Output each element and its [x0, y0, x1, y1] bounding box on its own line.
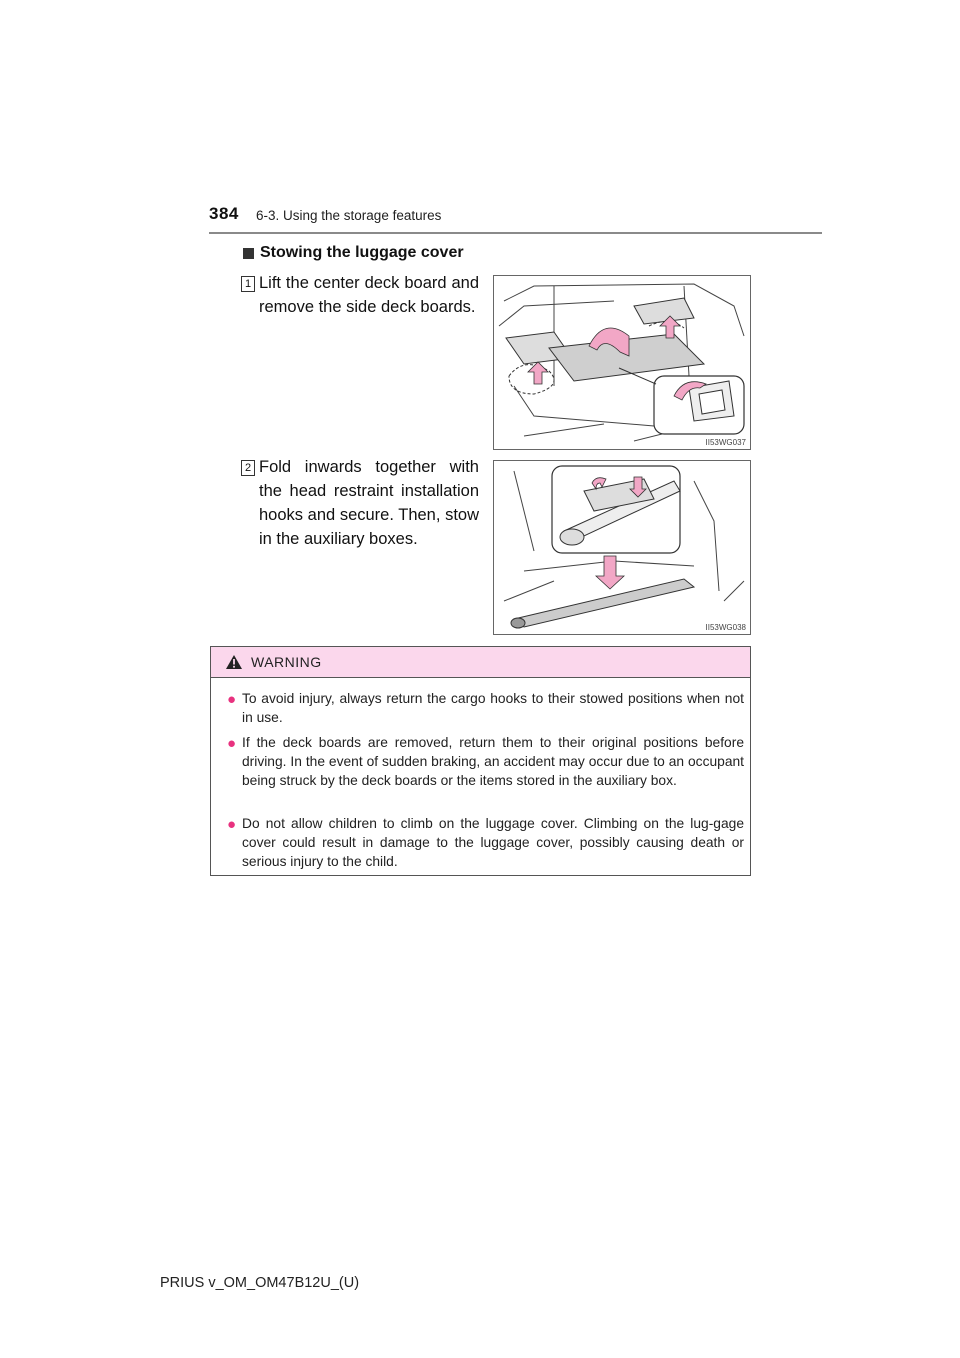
step-1-text: Lift the center deck board and remove the side deck boards.: [259, 274, 479, 316]
warning-item-text: Do not allow children to climb on the luggage cover. Climbing on the lug-gage cover could result in damage to the luggage cover, possibly causing death or serious injury to the child.: [242, 816, 744, 869]
section-title: 6-3. Using the storage features: [256, 208, 442, 223]
header-rule: [209, 232, 822, 234]
side-deck-board-right: [634, 298, 694, 324]
luggage-cover-illustration: [494, 461, 750, 634]
sub-heading: [243, 244, 464, 262]
warning-header: [211, 647, 750, 678]
warning-item-text: To avoid injury, always return the cargo hooks to their stowed positions when not in use.: [242, 691, 744, 725]
square-bullet-icon: [243, 248, 254, 259]
page-number: 384: [209, 204, 239, 223]
warning-item: [227, 733, 744, 790]
figure-code-1: II53WG037: [705, 438, 746, 447]
step-2-illustration: [493, 460, 751, 635]
warning-item: [227, 689, 744, 727]
footer-document-code: PRIUS v_OM_OM47B12U_(U): [160, 1275, 360, 1291]
warning-item-text: If the deck boards are removed, return them to their original positions before driving. In the event of sudden braking, an accident may occur due to an occupant being struck by the deck boards or the items stored in the auxiliary box.: [242, 735, 744, 788]
bullet-icon: ●: [227, 816, 237, 833]
warning-item: [227, 814, 744, 871]
warning-title: WARNING: [251, 654, 322, 670]
warning-triangle-icon: [225, 654, 243, 670]
sub-heading-text: Stowing the luggage cover: [260, 244, 464, 261]
bullet-icon: ●: [227, 735, 237, 752]
step-1-illustration: [493, 275, 751, 450]
arrow-up-left: [528, 362, 548, 384]
figure-code-2: II53WG038: [705, 623, 746, 632]
step-1-number: 1: [241, 276, 255, 292]
luggage-area-illustration: [494, 276, 750, 449]
step-2-number: 2: [241, 460, 255, 476]
bullet-icon: ●: [227, 691, 237, 708]
warning-box: [210, 646, 751, 876]
step-2-text: Fold inwards together with the head restraint installation hooks and secure. Then, stow in the auxiliary boxes.: [259, 458, 479, 548]
